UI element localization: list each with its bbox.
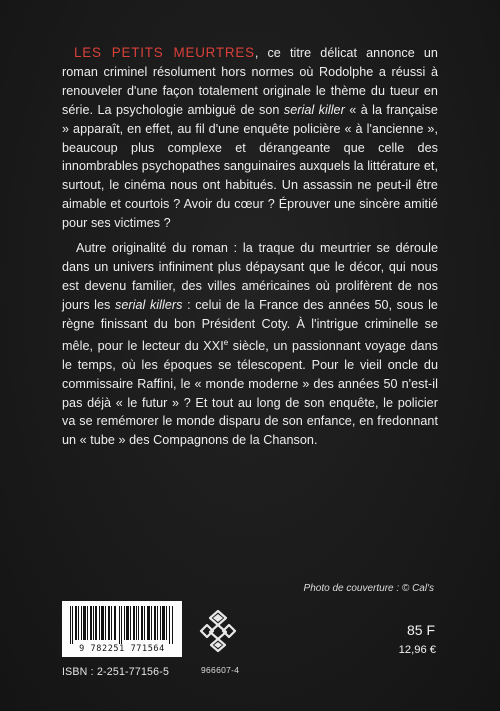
blurb-paragraph-1: LES PETITS MEURTRES, ce titre délicat annonce un roman criminel résolument hors normes où Rodolphe a réussi à renouveler d'une façon totalement originale le thème du tueur en série. La psychologie ambiguë de son serial killer « à la française » apparaît, en effet, au fil d'une enquête policière « à l'ancienne », beaucoup plus complexe et dérangeante que celle des innombrables psychopathes sanguinaires auxquels la littérature et, surtout, le cinéma nous ont habitués. Un assassin ne peut-il être aimable et courtois ? Avoir du cœur ? Éprouver une sincère amitié pour ses victimes ? (62, 45, 438, 231)
publisher-emblem-icon (199, 609, 237, 655)
price-francs: 85 F (406, 622, 435, 638)
barcode (62, 601, 182, 657)
publisher-code: 966607-4 (201, 665, 240, 675)
price-euros: 12,96 € (398, 644, 436, 656)
blurb-paragraph-2: Autre originalité du roman : la traque du meurtrier se déroule dans un univers infiniment plus dépaysant que le décor, qui nous est devenu familier, des villes américaines où prolifèrent de nos jours les serial killers : celui de la France des années 50, sous le règne finissant du bon Président Coty. À l'intrigue criminelle se mêle, pour le lecteur du XXIe siècle, un passionnant voyage dans le temps, où les époques se télescopent. Pour le vieil oncle du commissaire Raffini, le « monde moderne » des années 50 n'est-il pas déjà « le futur » ? Et tout au long de son enquête, le policier va se remémorer le monde disparu de son enfance, en fredonnant un « tube » des Compagnons de la Chanson. (62, 241, 438, 448)
photo-credit: Photo de couverture : © Cal's (303, 583, 434, 594)
barcode-icon (70, 606, 174, 644)
barcode-digits: 9 782251 771564 (79, 644, 165, 654)
isbn-number: ISBN : 2-251-77156-5 (62, 666, 170, 678)
blurb-text (62, 44, 438, 450)
book-title: LES PETITS MEURTRES (74, 45, 255, 60)
